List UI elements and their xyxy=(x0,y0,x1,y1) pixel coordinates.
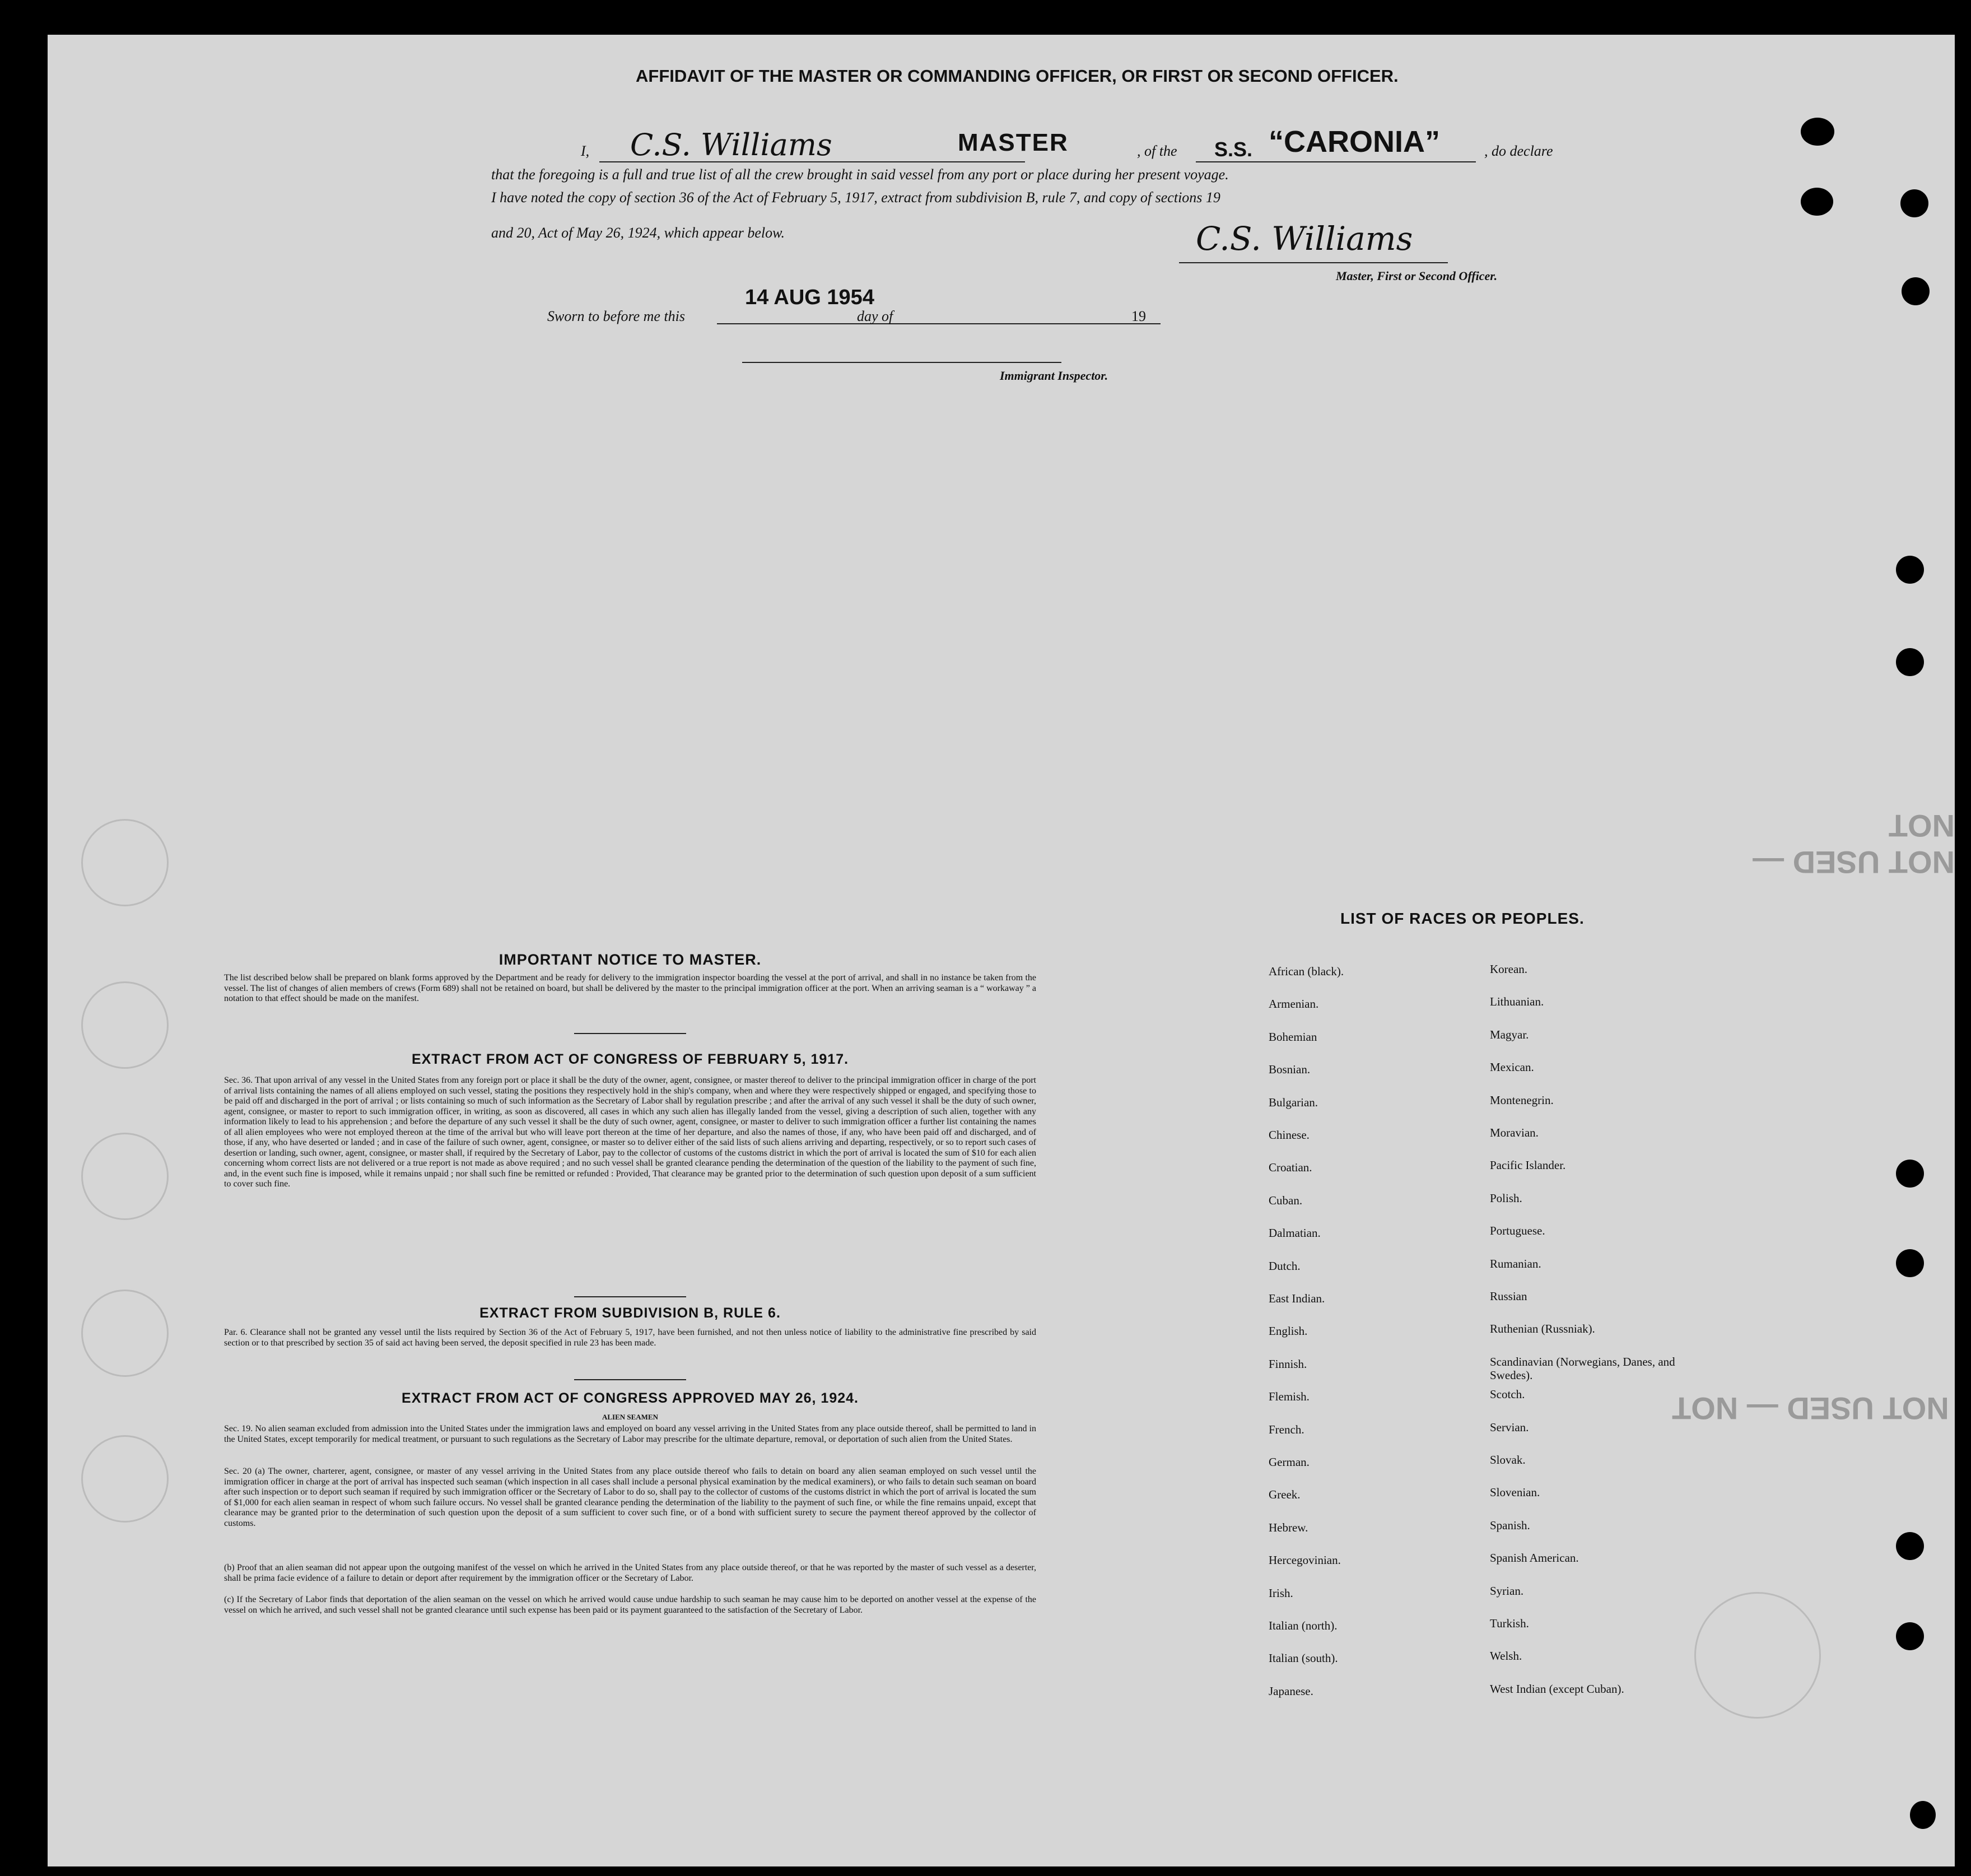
extract-1917-title: EXTRACT FROM ACT OF CONGRESS OF FEBRUARY 5, 1917. xyxy=(411,1051,849,1067)
affidavit-title: AFFIDAVIT OF THE MASTER OR COMMANDING OFFICER, OR FIRST OR SECOND OFFICER. xyxy=(636,66,1399,86)
race-item: Italian (north). xyxy=(1269,1619,1338,1632)
race-item: Finnish. xyxy=(1269,1357,1307,1371)
race-item: African (black). xyxy=(1269,965,1344,978)
sworn-label: Sworn to before me this xyxy=(547,308,686,324)
race-item: Japanese. xyxy=(1269,1684,1313,1698)
punch-hole xyxy=(1896,648,1924,676)
extract-1924-sec20a: Sec. 20 (a) The owner, charterer, agent, consignee, or master of any vessel arriving in the United States from any place outside thereof who fails to detain on board any alien seaman employed on such vessel until the immigration officer in charge at the port of arrival has inspected such seaman (which inspection in all cases shall include a personal physical examination by the medical examiners), or who fails to detain such seaman on board after such inspection or to deport such seaman if required by such immigration officer or the Secretary of Labor to do so, shall pay to the collector of customs of the customs district in which the port of arrival is located the sum of $1,000 for each alien seaman in respect of whom such failure occurs. No vessel shall be granted clearance pending the determination of the liability to the payment of such fine, or while the fine remains unpaid, except that clearance may be granted prior to the determination of such question upon the deposit of a sum sufficient to cover such fine, or of a bond with sufficient surety to secure the payment thereof approved by the collector of customs. xyxy=(224,1467,1036,1528)
inspector-line xyxy=(742,362,1061,363)
race-item: Syrian. xyxy=(1490,1584,1524,1598)
race-item: Mexican. xyxy=(1490,1060,1534,1074)
race-item: Spanish American. xyxy=(1490,1551,1579,1565)
race-item: Scotch. xyxy=(1490,1388,1525,1402)
race-item: Bosnian. xyxy=(1269,1063,1311,1077)
race-item: Moravian. xyxy=(1490,1126,1539,1139)
race-item: Ruthenian (Russniak). xyxy=(1490,1322,1595,1336)
vessel-prefix: S.S. xyxy=(1214,138,1253,161)
race-item: Servian. xyxy=(1490,1420,1529,1434)
race-item: Flemish. xyxy=(1269,1390,1310,1404)
notice-title: IMPORTANT NOTICE TO MASTER. xyxy=(498,951,762,968)
vessel-name: “CARONIA” xyxy=(1269,125,1440,159)
inspector-caption: Immigrant Inspector. xyxy=(1000,369,1108,383)
rank-text: MASTER xyxy=(958,129,1069,156)
punch-hole xyxy=(1910,1801,1936,1829)
race-item: Magyar. xyxy=(1490,1027,1529,1041)
race-item: West Indian (except Cuban). xyxy=(1490,1682,1624,1696)
race-item: Bulgarian. xyxy=(1269,1095,1318,1109)
race-item: Russian xyxy=(1490,1290,1527,1303)
of-the-label: , of the xyxy=(1137,143,1177,159)
race-item: Lithuanian. xyxy=(1490,995,1544,1009)
race-item: Scandinavian (Norwegians, Danes, and Swedes). xyxy=(1490,1354,1675,1382)
affidavit-line-4: and 20, Act of May 26, 1924, which appear below. xyxy=(491,225,785,241)
extract-1924-sec19: Sec. 19. No alien seaman excluded from admission into the United States under the immigration laws and employed on board any vessel arriving in the United States from any place outside thereof, shall be permitted to land in the United States, except temporarily for medical treatment, or pursuant to such regulations as the Secretary of Labor may prescribe for the ultimate departure, removal, or deportation of such alien from the United States. xyxy=(224,1424,1036,1444)
race-item: German. xyxy=(1269,1455,1310,1469)
extract-rule6-title: EXTRACT FROM SUBDIVISION B, RULE 6. xyxy=(479,1305,781,1321)
race-item: Hercegovinian. xyxy=(1269,1553,1341,1567)
race-item: East Indian. xyxy=(1269,1292,1325,1305)
faint-seal xyxy=(1694,1592,1821,1719)
races-title: LIST OF RACES OR PEOPLES. xyxy=(1340,910,1585,927)
race-item: English. xyxy=(1269,1324,1308,1338)
faint-seal xyxy=(81,819,169,906)
not-used-stamp: NOT USED — NOT xyxy=(1753,808,1955,880)
race-item: Italian (south). xyxy=(1269,1651,1338,1665)
signature-caption: Master, First or Second Officer. xyxy=(1336,269,1498,283)
race-item: Korean. xyxy=(1490,962,1528,976)
extract-rule6-text: Par. 6. Clearance shall not be granted any vessel until the lists required by Section 36 of the Act of February 5, 1917, have been furnished, and not then unless notice of liability to the administrative fine prescribed by said section or to that prescribed by section 35 of said act having been served, the deposit specified in rule 23 has been made. xyxy=(224,1328,1036,1348)
divider xyxy=(574,1033,686,1034)
punch-hole xyxy=(1801,118,1834,146)
race-item: Spanish. xyxy=(1490,1518,1530,1532)
race-item: Irish. xyxy=(1269,1586,1293,1600)
extract-1924-title: EXTRACT FROM ACT OF CONGRESS APPROVED MAY 26, 1924. xyxy=(402,1390,859,1406)
race-item: Hebrew. xyxy=(1269,1520,1308,1534)
faint-seal xyxy=(81,1290,169,1377)
race-item: Bohemian xyxy=(1269,1030,1317,1044)
affidavit-line-2: that the foregoing is a full and true list of all the crew brought in said vessel from any port or place during her present voyage. xyxy=(491,166,1229,183)
extract-1917-text: Sec. 36. That upon arrival of any vessel in the United States from any foreign port or place it shall be the duty of the owner, agent, consignee, or master thereof to deliver to the principal immigration officer in charge of the port of arrival lists containing the names of all aliens employed on such vessel, stating the positions they respectively hold in the ship's company, when and where they were respectively shipped or engaged, and specifying those to be paid off and discharged in the port of arrival ; or lists containing so much of such information as the Secretary of Labor shall by regulation prescribe ; and after the arrival of any such vessel it shall be the duty of such owner, agent, consignee, or master to report to such immigration officer, in writing, as soon as discovered, all cases in which any such alien has illegally landed from the vessel, giving a description of such alien, together with any information likely to lead to his apprehension ; and before the departure of any such vessel it shall be the duty of such owner, agent, consignee, or master to deliver to such immigration officer a further list containing the names of all alien employees who were not employed thereon at the time of the arrival but who will leave port thereon at the time of her departure, and also the names of those, if any, who have been paid off and discharged, and of those, if any, who have deserted or landed ; and in case of the failure of such owner, agent, consignee, or master so to deliver either of the said lists of such aliens arriving and departing, respectively, or so to report such cases of desertion or landing, such owner, agent, consignee, or master shall, if required by the Secretary of Labor, pay to the collector of customs of the customs district in which the port of arrival is located the sum of $10 for each alien concerning whom correct lists are not delivered or a true report is not made as above required ; and no such vessel shall be granted clearance pending the determination of the question of the liability to the payment of such fine, and, in the event such fine is imposed, while it remains unpaid ; nor shall such fine be remitted or refunded : Provided, That clearance may be granted prior to the determination of such question upon deposit of a sum sufficient to cover such fine. xyxy=(224,1076,1036,1189)
day-of-label: day of xyxy=(857,308,893,324)
race-item: Chinese. xyxy=(1269,1128,1310,1142)
race-item: Dutch. xyxy=(1269,1259,1301,1273)
sworn-date-stamp: 14 AUG 1954 xyxy=(745,286,874,309)
race-item: Turkish. xyxy=(1490,1617,1529,1630)
divider xyxy=(574,1379,686,1380)
punch-hole xyxy=(1896,1532,1924,1560)
notice-text: The list described below shall be prepared on blank forms approved by the Department and be ready for delivery to the immigration inspector boarding the vessel at the port of arrival, and shall in no instance be taken from the vessel. The list of changes of alien members of crews (Form 689) shall not be retained on board, but shall be delivered by the master to the principal immigration officer at the port. When an arriving seaman is a “ workaway ” a notation to that effect should be made on the manifest. xyxy=(224,973,1036,1003)
punch-hole xyxy=(1896,1622,1924,1650)
faint-seal xyxy=(81,1435,169,1523)
race-item: Greek. xyxy=(1269,1488,1301,1502)
race-item: Croatian. xyxy=(1269,1161,1312,1175)
vessel-line xyxy=(1196,161,1476,162)
year-prefix: 19 xyxy=(1131,308,1146,324)
punch-hole xyxy=(1896,1249,1924,1277)
race-item: Dalmatian. xyxy=(1269,1226,1321,1240)
race-item: Slovak. xyxy=(1490,1453,1526,1467)
master-signature: C.S. Williams xyxy=(1196,220,1413,258)
extract-1924-sec20b: (b) Proof that an alien seaman did not appear upon the outgoing manifest of the vessel on which he arrived in the United States from any place outside thereof, or that he was reported by the master of such vessel as a deserter, shall be prima facie evidence of a failure to detain or deport after requirement by the immigration officer or the Secretary of Labor. xyxy=(224,1563,1036,1583)
race-item: Montenegrin. xyxy=(1490,1093,1554,1107)
punch-hole xyxy=(1900,189,1928,217)
affidavit-i-label: I, xyxy=(581,143,590,159)
race-item: Portuguese. xyxy=(1490,1224,1545,1238)
affidavit-line-3: I have noted the copy of section 36 of the Act of February 5, 1917, extract from subdivision B, rule 7, and copy of sections 19 xyxy=(491,189,1220,206)
extract-1924-subtitle: ALIEN SEAMEN xyxy=(602,1413,659,1421)
race-item: Welsh. xyxy=(1490,1649,1522,1663)
faint-seal xyxy=(81,1133,169,1220)
punch-hole xyxy=(1896,1160,1924,1188)
race-item: Polish. xyxy=(1490,1191,1522,1205)
divider xyxy=(574,1296,686,1297)
punch-hole xyxy=(1801,188,1833,216)
signer-name-handwritten: C.S. Williams xyxy=(630,127,832,162)
document-sheet xyxy=(48,35,1955,1866)
extract-1924-sec20c: (c) If the Secretary of Labor finds that deportation of the alien seaman on the vessel on which he arrived would cause undue hardship to such seaman he may cause him to be deported on another vessel at the expense of the vessel on which he arrived, and such vessel shall not be granted clearance until such expense has been paid or its payment guaranteed to the satisfaction of the Secretary of Labor. xyxy=(224,1595,1036,1615)
faint-seal xyxy=(81,981,169,1069)
punch-hole xyxy=(1902,277,1930,305)
race-item: Rumanian. xyxy=(1490,1256,1541,1270)
race-item: Slovenian. xyxy=(1490,1486,1540,1500)
race-item: Pacific Islander. xyxy=(1490,1158,1566,1172)
punch-hole xyxy=(1896,556,1924,584)
race-item: Armenian. xyxy=(1269,997,1319,1011)
race-item: Cuban. xyxy=(1269,1193,1303,1207)
signature-line xyxy=(1179,262,1448,263)
month-line xyxy=(906,323,1161,324)
not-used-stamp: NOT USED — NOT xyxy=(1672,1391,1949,1426)
race-item: French. xyxy=(1269,1422,1304,1436)
do-declare-label: , do declare xyxy=(1484,143,1553,159)
